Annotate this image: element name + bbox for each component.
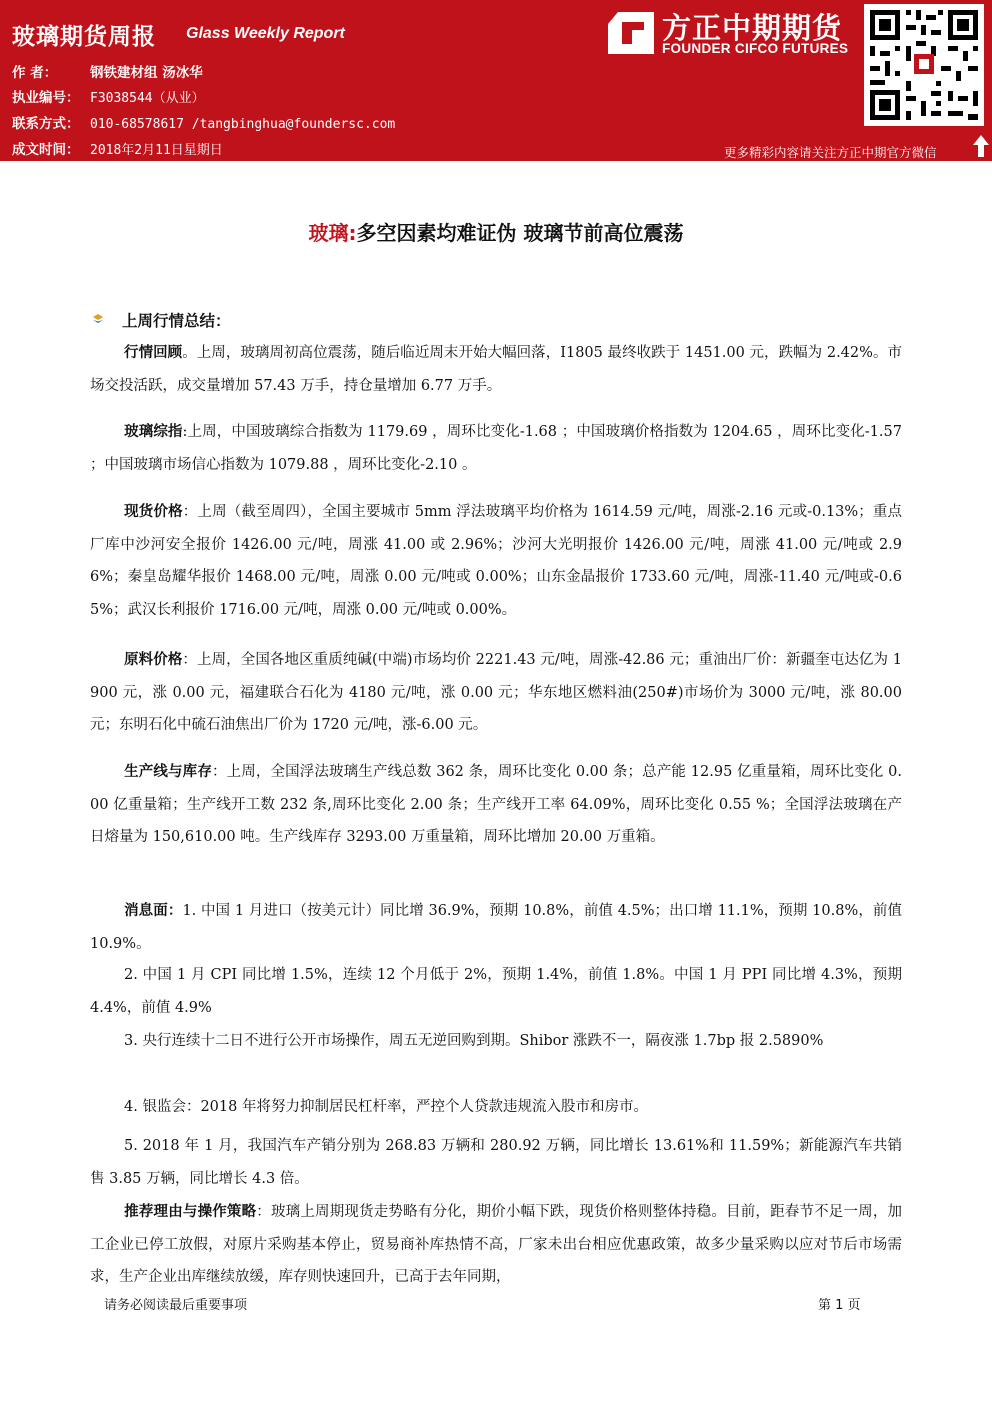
section-bullet-icon — [92, 313, 104, 325]
label-production-inventory: 生产线与库存 — [124, 764, 212, 780]
text-news-1: 1. 中国 1 月进口（按美元计）同比增 36.9%，预期 10.8%，前值 4.5%；出口增 11.1%，预期 10.8%，前值 10.9%。 — [90, 903, 902, 952]
headline — [0, 217, 992, 246]
label-news: 消息面： — [124, 903, 183, 919]
text-production-inventory: ：上周，全国浮法玻璃生产线总数 362 条，周环比变化 0.00 条；总产能 12.95 亿重量箱，周环比变化 0.00 亿重量箱；生产线开工数 232 条,周环比变化 2.00 条；生产线开工率 64.09%，周环比变化 0.55 %；全国浮法玻璃在产日熔量为 150,610.00 吨。生产线库存 3293.00 万重量箱，周环比增加 20.00 万重箱。 — [90, 764, 902, 846]
author-row — [12, 61, 203, 81]
follow-note: 更多精彩内容请关注方正中期官方微信 — [724, 145, 937, 160]
footer-disclaimer: 请务必阅读最后重要事项 — [104, 1298, 248, 1313]
text-news-3: 3. 央行连续十二日不进行公开市场操作，周五无逆回购到期。Shibor 涨跌不一，隔夜涨 1.7bp 报 2.5890% — [124, 1033, 824, 1049]
contact-row — [12, 112, 395, 132]
paragraph-news-4 — [90, 1091, 902, 1124]
text-strategy: ：玻璃上周期现货走势略有分化，期价小幅下跌，现货价格则整体持稳。目前，距春节不足一周，加工企业已停工放假，对原片采购基本停止，贸易商补库热情不高，厂家未出台相应优惠政策，故多少量采购以应对节后市场需求，生产企业出库继续放缓，库存则快速回升，已高于去年同期， — [90, 1204, 903, 1286]
label-raw-material: 原料价格 — [124, 652, 183, 668]
headline-prefix: 玻璃: — [308, 221, 357, 245]
founder-logo-icon — [606, 10, 656, 56]
author-key: 作 者： — [12, 65, 58, 81]
paragraph-news-3 — [90, 1025, 902, 1058]
text-news-2: 2. 中国 1 月 CPI 同比增 1.5%，连续 12 个月低于 2%，预期 1.4%，前值 1.8%。中国 1 月 PPI 同比增 4.3%，预期 4.4%，前值 4.9% — [90, 967, 902, 1016]
paragraph-news-1 — [90, 895, 902, 960]
text-raw-material: ：上周，全国各地区重质纯碱(中端)市场均价 2221.43 元/吨，周涨-42.86 元；重油出厂价：新疆奎屯达亿为 1900 元，涨 0.00 元，福建联合石化为 4180 元/吨，涨 0.00 元；华东地区燃料油(250#)市场价为 3000 元/吨，涨 80.00 元；东明石化中硫石油焦出厂价为 1720 元/吨，涨-6.00 元。 — [90, 652, 902, 734]
date-key: 成文时间： — [12, 142, 80, 158]
label-glass-index: 玻璃综指 — [124, 424, 183, 440]
text-spot-price: ：上周（截至周四），全国主要城市 5mm 浮法玻璃平均价格为 1614.59 元/吨，周涨-2.16 元或-0.13%；重点厂库中沙河安全报价 1426.00 元/吨，周涨 41.00 或 2.96%；沙河大光明报价 1426.00 元/吨，周涨 41.00 元/吨或 2.96%；秦皇岛耀华报价 1468.00 元/吨，周涨 0.00 元/吨或 0.00%；山东金晶报价 1733.60 元/吨，周涨-11.40 元/吨或-0.65%；武汉长利报价 1716.00 元/吨，周涨 0.00 元/吨或 0.00%。 — [90, 504, 902, 618]
license-key: 执业编号： — [12, 90, 80, 106]
contact-value: 010-68578617 /tangbinghua@foundersc.com — [90, 117, 396, 132]
paragraph-spot-price — [90, 496, 902, 626]
text-glass-index: :上周，中国玻璃综合指数为 1179.69 ，周环比变化-1.68 ；中国玻璃价格指数为 1204.65 ，周环比变化-1.57 ；中国玻璃市场信心指数为 1079.88 ，周环比变化-2.10 。 — [90, 424, 902, 473]
headline-text: 多空因素均难证伪 玻璃节前高位震荡 — [356, 221, 684, 245]
date-value: 2018年2月11日星期日 — [90, 143, 223, 158]
label-strategy: 推荐理由与操作策略 — [124, 1204, 257, 1220]
page-number: 第 1 页 — [818, 1298, 861, 1313]
author-value: 钢铁建材组 汤冰华 — [90, 65, 203, 81]
label-spot-price: 现货价格 — [124, 504, 183, 520]
label-market-review: 行情回顾 — [124, 345, 183, 361]
brand-name-en: FOUNDER CIFCO FUTURES — [662, 41, 849, 56]
date-row — [12, 138, 223, 158]
contact-key: 联系方式： — [12, 116, 80, 132]
text-news-5: 5. 2018 年 1 月，我国汽车产销分别为 268.83 万辆和 280.92 万辆，同比增长 13.61%和 11.59%；新能源汽车共销售 3.85 万辆，同比增长 4.3 倍。 — [90, 1138, 902, 1187]
text-market-review: 。上周，玻璃周初高位震荡，随后临近周末开始大幅回落，I1805 最终收跌于 1451.00 元，跌幅为 2.42%。市场交投活跃，成交量增加 57.43 万手，持仓量增加 6.77 万手。 — [90, 345, 902, 394]
paragraph-strategy — [90, 1196, 902, 1294]
license-row — [12, 86, 205, 106]
up-arrow-icon — [972, 134, 990, 158]
wechat-qr-code[interactable] — [864, 4, 984, 126]
report-header — [0, 0, 992, 161]
paragraph-news-5 — [90, 1130, 902, 1195]
section-title: 上周行情总结： — [122, 312, 231, 330]
paragraph-news-2 — [90, 959, 902, 1024]
paragraph-glass-index — [90, 416, 902, 481]
report-title: 玻璃期货周报 — [12, 24, 156, 50]
report-title-en: Glass Weekly Report — [186, 25, 345, 42]
paragraph-market-review — [90, 337, 902, 402]
license-value: F3038544（从业） — [90, 91, 205, 106]
paragraph-production-inventory — [90, 756, 902, 854]
text-news-4: 4. 银监会：2018 年将努力抑制居民杠杆率，严控个人贷款违规流入股市和房市。 — [124, 1099, 648, 1115]
paragraph-raw-material — [90, 644, 902, 742]
brand-name-cn: 方正中期期货 — [662, 11, 843, 45]
